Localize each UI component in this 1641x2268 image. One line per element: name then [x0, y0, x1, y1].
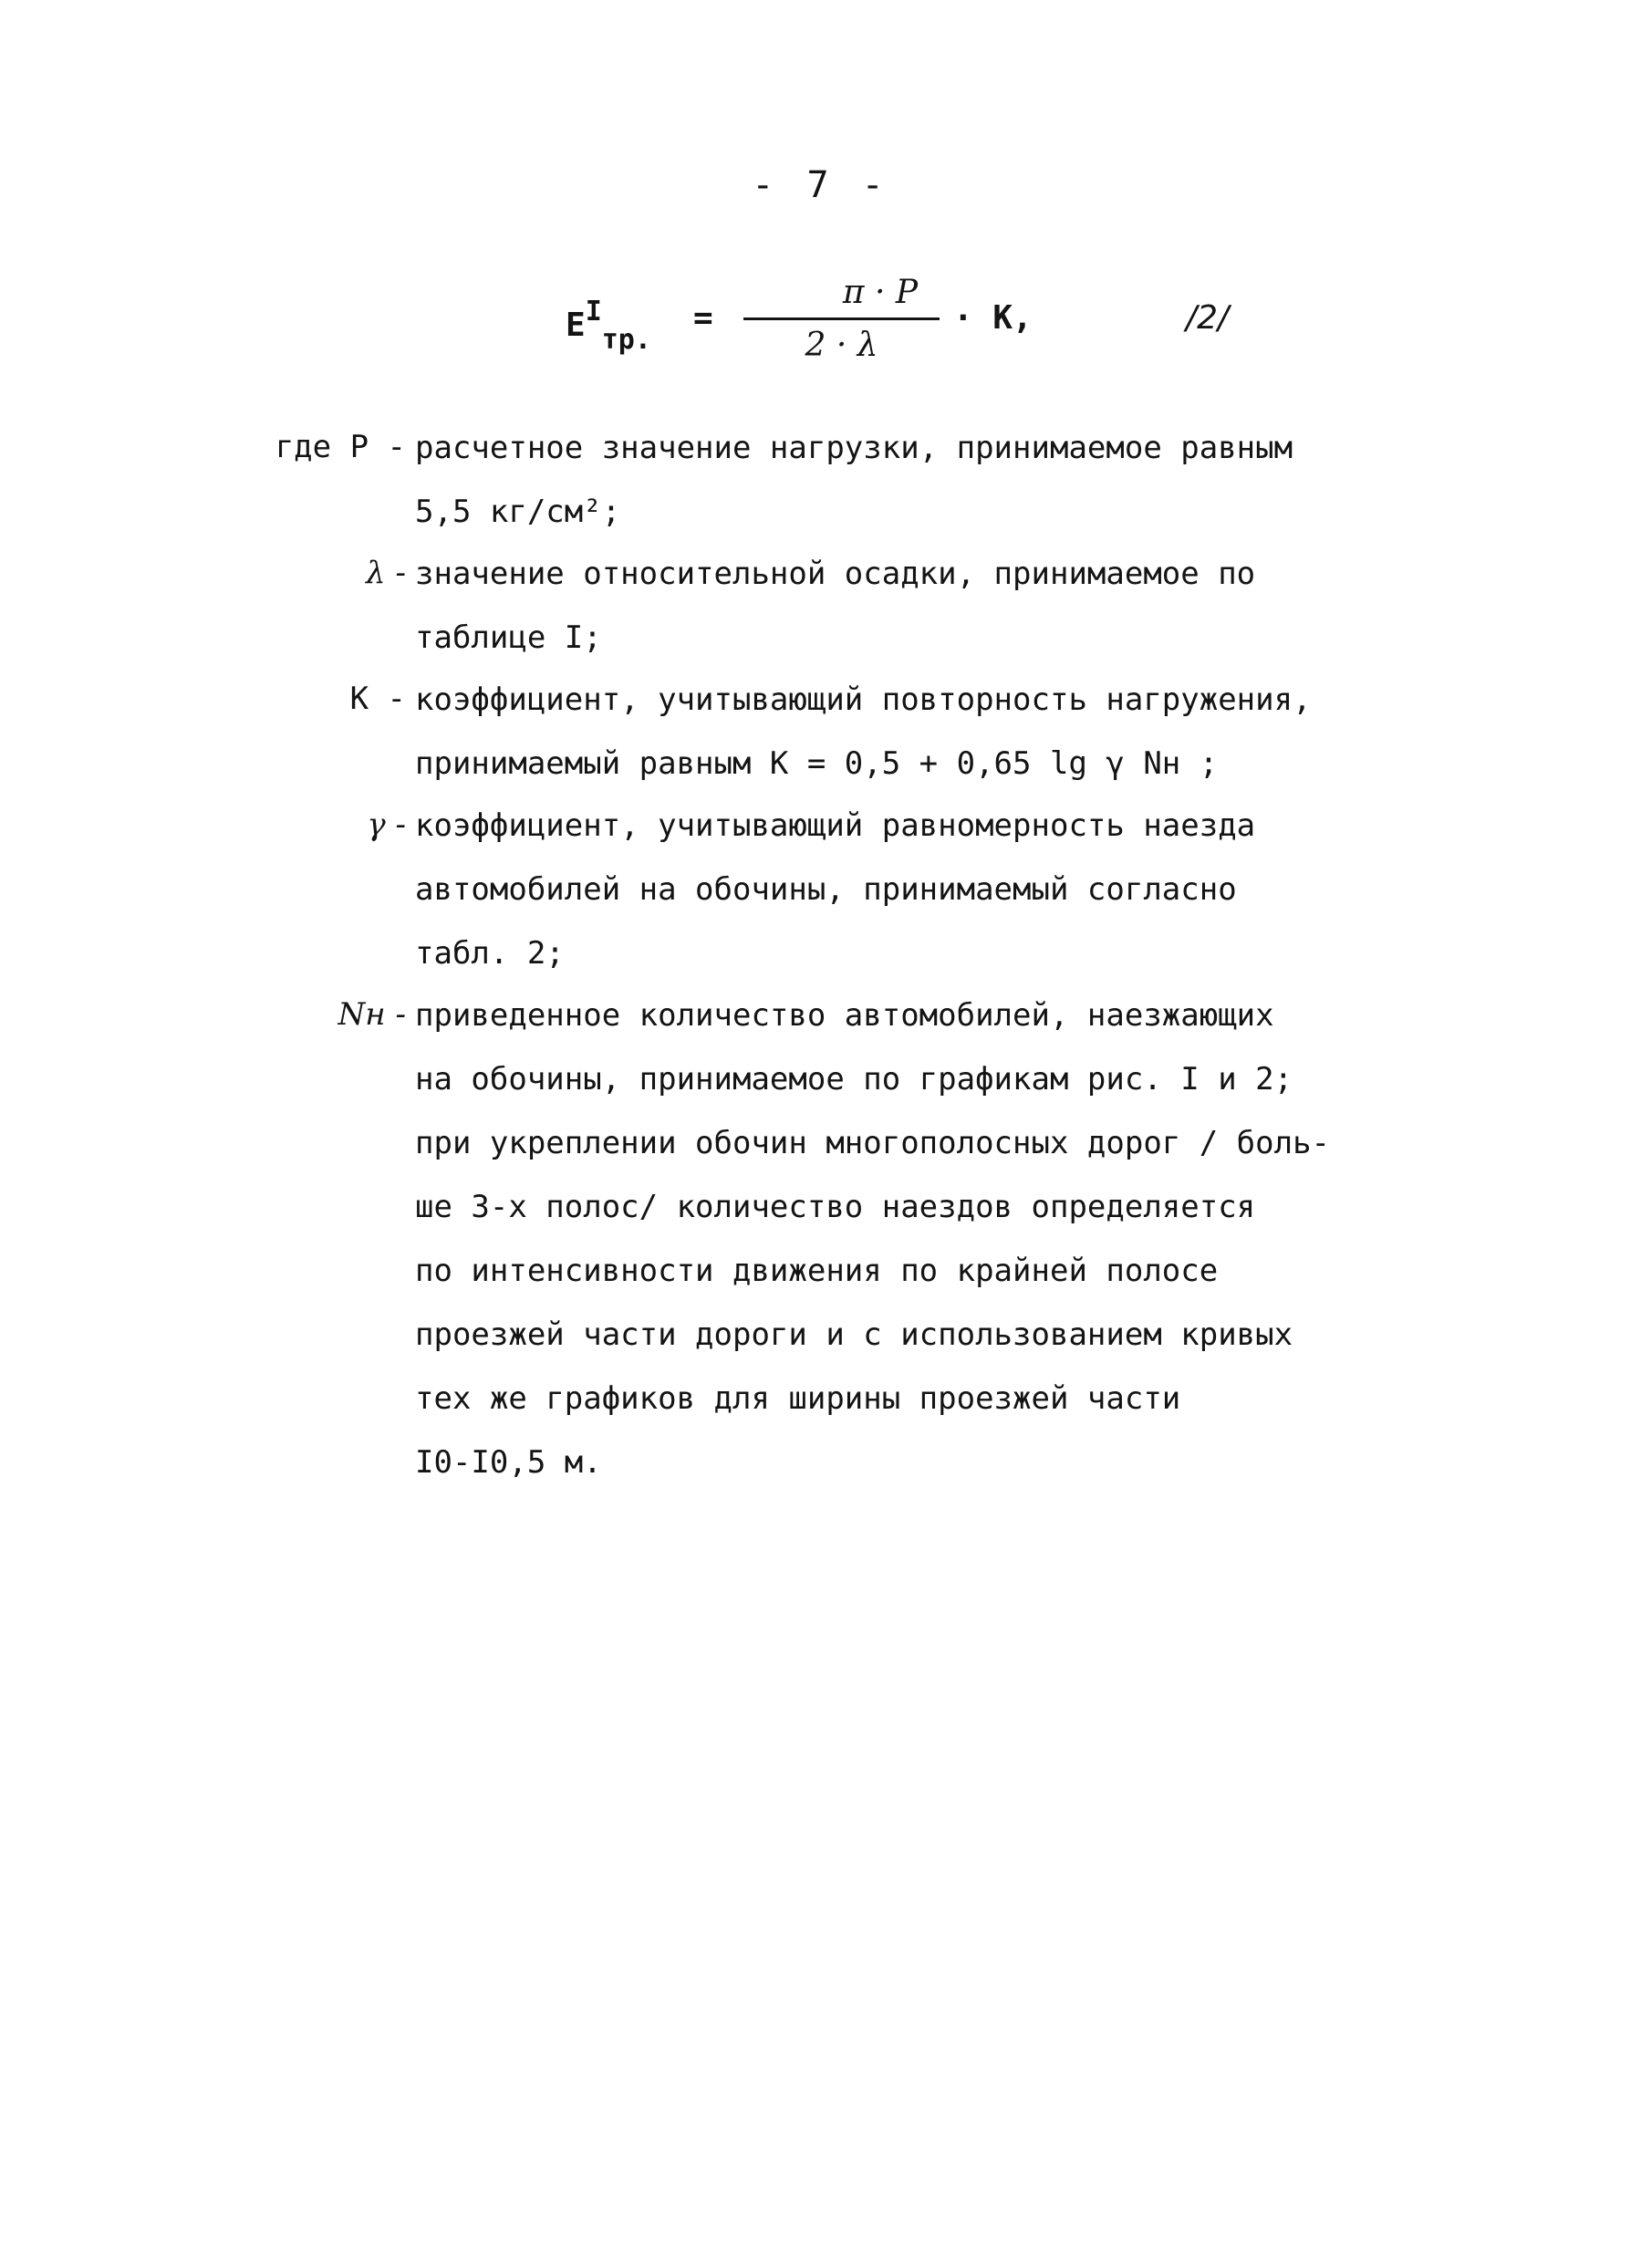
- definition-text: [415, 416, 1405, 544]
- definition-gamma: [265, 806, 1405, 985]
- definition-symbol: Nн -: [338, 996, 406, 1033]
- definition-line: значение относительной осадки, принимаемое по: [415, 556, 1256, 592]
- formula-numerator: π · P: [842, 274, 919, 311]
- definition-line: приведенное количество автомобилей, наезжающих: [415, 997, 1274, 1034]
- definition-symbol: γ -: [367, 806, 406, 843]
- definition-line: по интенсивности движения по крайней полосе: [415, 1253, 1219, 1289]
- definition-p: [265, 429, 1405, 544]
- definition-line: при укреплении обочин многополосных дорог / боль-: [415, 1125, 1331, 1161]
- formula-lhs-sub: тр.: [601, 324, 651, 357]
- definition-line: проезжей части дороги и с использованием кривых: [415, 1316, 1293, 1353]
- definition-line: ше 3-х полос/ количество наездов определяется: [415, 1189, 1256, 1225]
- definition-line: на обочины, принимаемое по графикам рис. I и 2;: [415, 1061, 1293, 1098]
- fraction-bar: [743, 317, 940, 320]
- formula-reference: /2/: [1186, 299, 1230, 337]
- definition-text: [415, 983, 1405, 1494]
- definition-line: 5,5 кг/см²;: [415, 494, 621, 530]
- definitions-list: [265, 429, 1405, 1505]
- definition-line: таблице I;: [415, 619, 602, 656]
- definition-symbol: λ -: [366, 555, 406, 591]
- definition-line: принимаемый равным K = 0,5 + 0,65 lg γ Nн ;: [415, 745, 1219, 782]
- definition-lambda: [265, 555, 1405, 670]
- definition-symbol: где P -: [275, 429, 406, 465]
- definition-line: автомобилей на обочины, принимаемый согласно: [415, 871, 1237, 908]
- definition-line: расчетное значение нагрузки, принимаемое равным: [415, 430, 1293, 466]
- definition-k: [265, 681, 1405, 796]
- definition-line: I0-I0,5 м.: [415, 1444, 602, 1481]
- formula-lhs-sup: I: [585, 296, 602, 328]
- formula-lhs: [566, 296, 651, 357]
- formula-2: [566, 274, 1295, 383]
- page-number: - 7 -: [752, 164, 889, 206]
- definition-text: [415, 794, 1405, 985]
- formula-denominator: 2 · λ: [805, 327, 878, 364]
- definition-line: коэффициент, учитывающий повторность нагружения,: [415, 681, 1312, 718]
- definition-line: тех же графиков для ширины проезжей части: [415, 1380, 1181, 1417]
- formula-equals: =: [693, 299, 713, 337]
- definition-line: табл. 2;: [415, 935, 565, 972]
- definition-symbol: K -: [349, 681, 406, 717]
- definition-text: [415, 542, 1405, 670]
- definition-line: коэффициент, учитывающий равномерность наезда: [415, 807, 1256, 844]
- formula-lhs-base: E: [566, 307, 586, 344]
- formula-tail: · K,: [953, 299, 1033, 337]
- definition-text: [415, 668, 1405, 796]
- definition-nh: [265, 996, 1405, 1494]
